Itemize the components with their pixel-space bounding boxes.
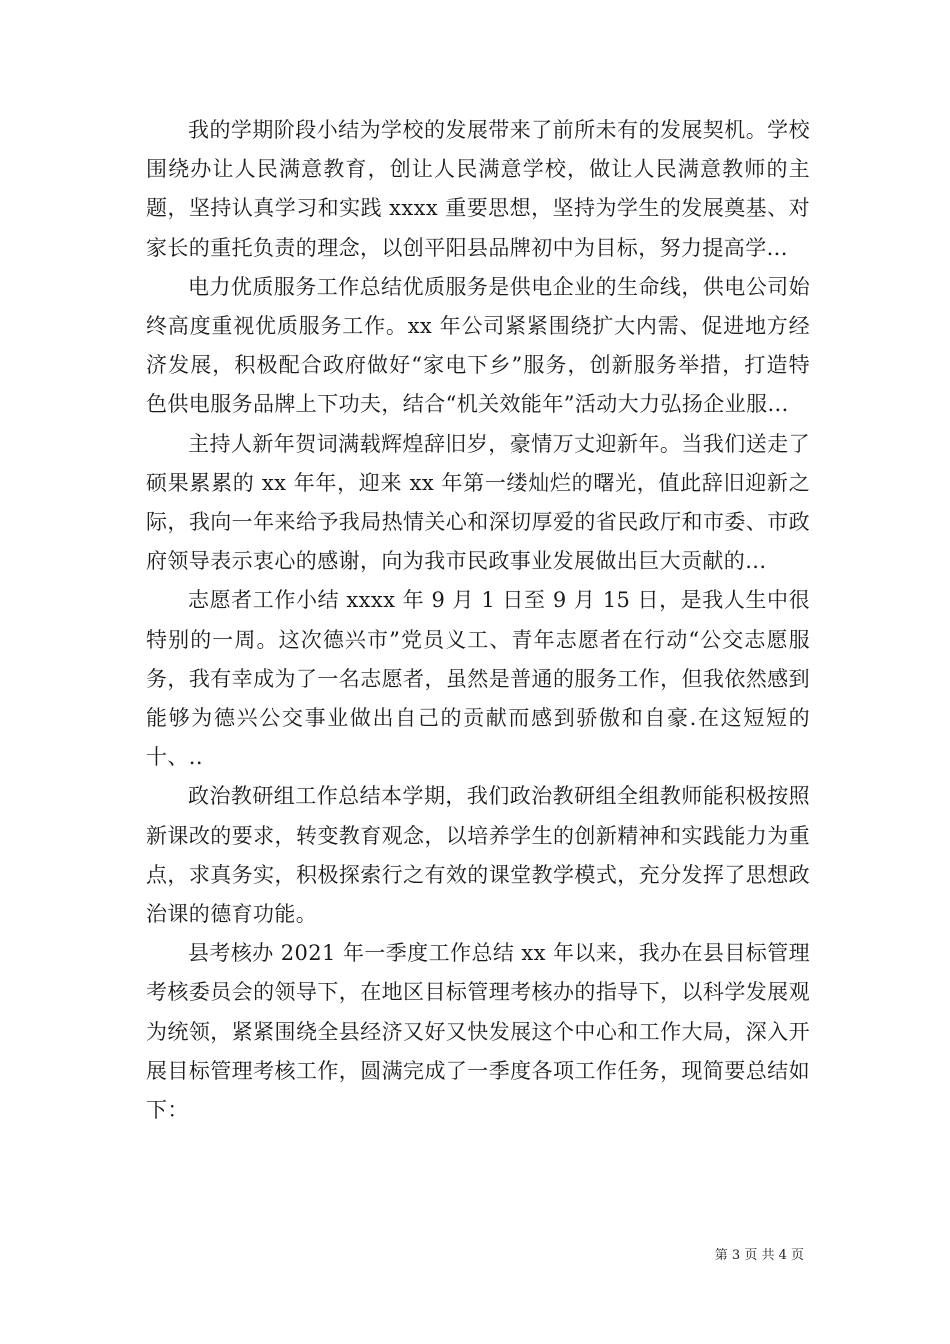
paragraph-volunteer-summary: 志愿者工作小结 xxxx 年 9 月 1 日至 9 月 15 日，是我人生中很特别的一周。这次德兴市”党员义工、青年志愿者在行动“公交志愿服务，我有幸成为了一名志愿者，虽然是普通的服务工作，但我依然感到能够为德兴公交事业做出自己的贡献而感到骄傲和自豪.在这短短的十、.. <box>146 588 810 770</box>
document-body <box>146 111 810 1130</box>
paragraph-county-assessment: 县考核办 2021 年一季度工作总结 xx 年以来，我办在县目标管理考核委员会的领导下，在地区目标管理考核办的指导下，以科学发展观为统领，紧紧围绕全县经济又好又快发展这个中心和工作大局，深入开展目标管理考核工作，圆满完成了一季度各项工作任务，现简要总结如下： <box>146 941 810 1123</box>
page-number: 第 3 页 共 4 页 <box>714 1248 804 1263</box>
paragraph-power-service: 电力优质服务工作总结优质服务是供电企业的生命线，供电公司始终高度重视优质服务工作。xx 年公司紧紧围绕扩大内需、促进地方经济发展，积极配合政府做好“家电下乡”服务，创新服务举措，打造特色供电服务品牌上下功夫，结合“机关效能年”活动大力弘扬企业服... <box>146 274 810 417</box>
paragraph-new-year-speech: 主持人新年贺词满载辉煌辞旧岁，豪情万丈迎新年。当我们送走了硕果累累的 xx 年年，迎来 xx 年第一缕灿烂的曙光，值此辞旧迎新之际，我向一年来给予我局热情关心和深切厚爱的省民政厅和市委、市政府领导表示衷心的感谢，向为我市民政事业发展做出巨大贡献的... <box>146 431 810 574</box>
paragraph-politics-teaching: 政治教研组工作总结本学期，我们政治教研组全组教师能积极按照新课改的要求，转变教育观念，以培养学生的创新精神和实践能力为重点，求真务实，积极探索行之有效的课堂教学模式，充分发挥了思想政治课的德育功能。 <box>146 784 810 927</box>
paragraph-semester-summary: 我的学期阶段小结为学校的发展带来了前所未有的发展契机。学校围绕办让人民满意教育，创让人民满意学校，做让人民满意教师的主题，坚持认真学习和实践 xxxx 重要思想，坚持为学生的发展奠基、对家长的重托负责的理念，以创平阳县品牌初中为目标，努力提高学... <box>146 118 810 260</box>
